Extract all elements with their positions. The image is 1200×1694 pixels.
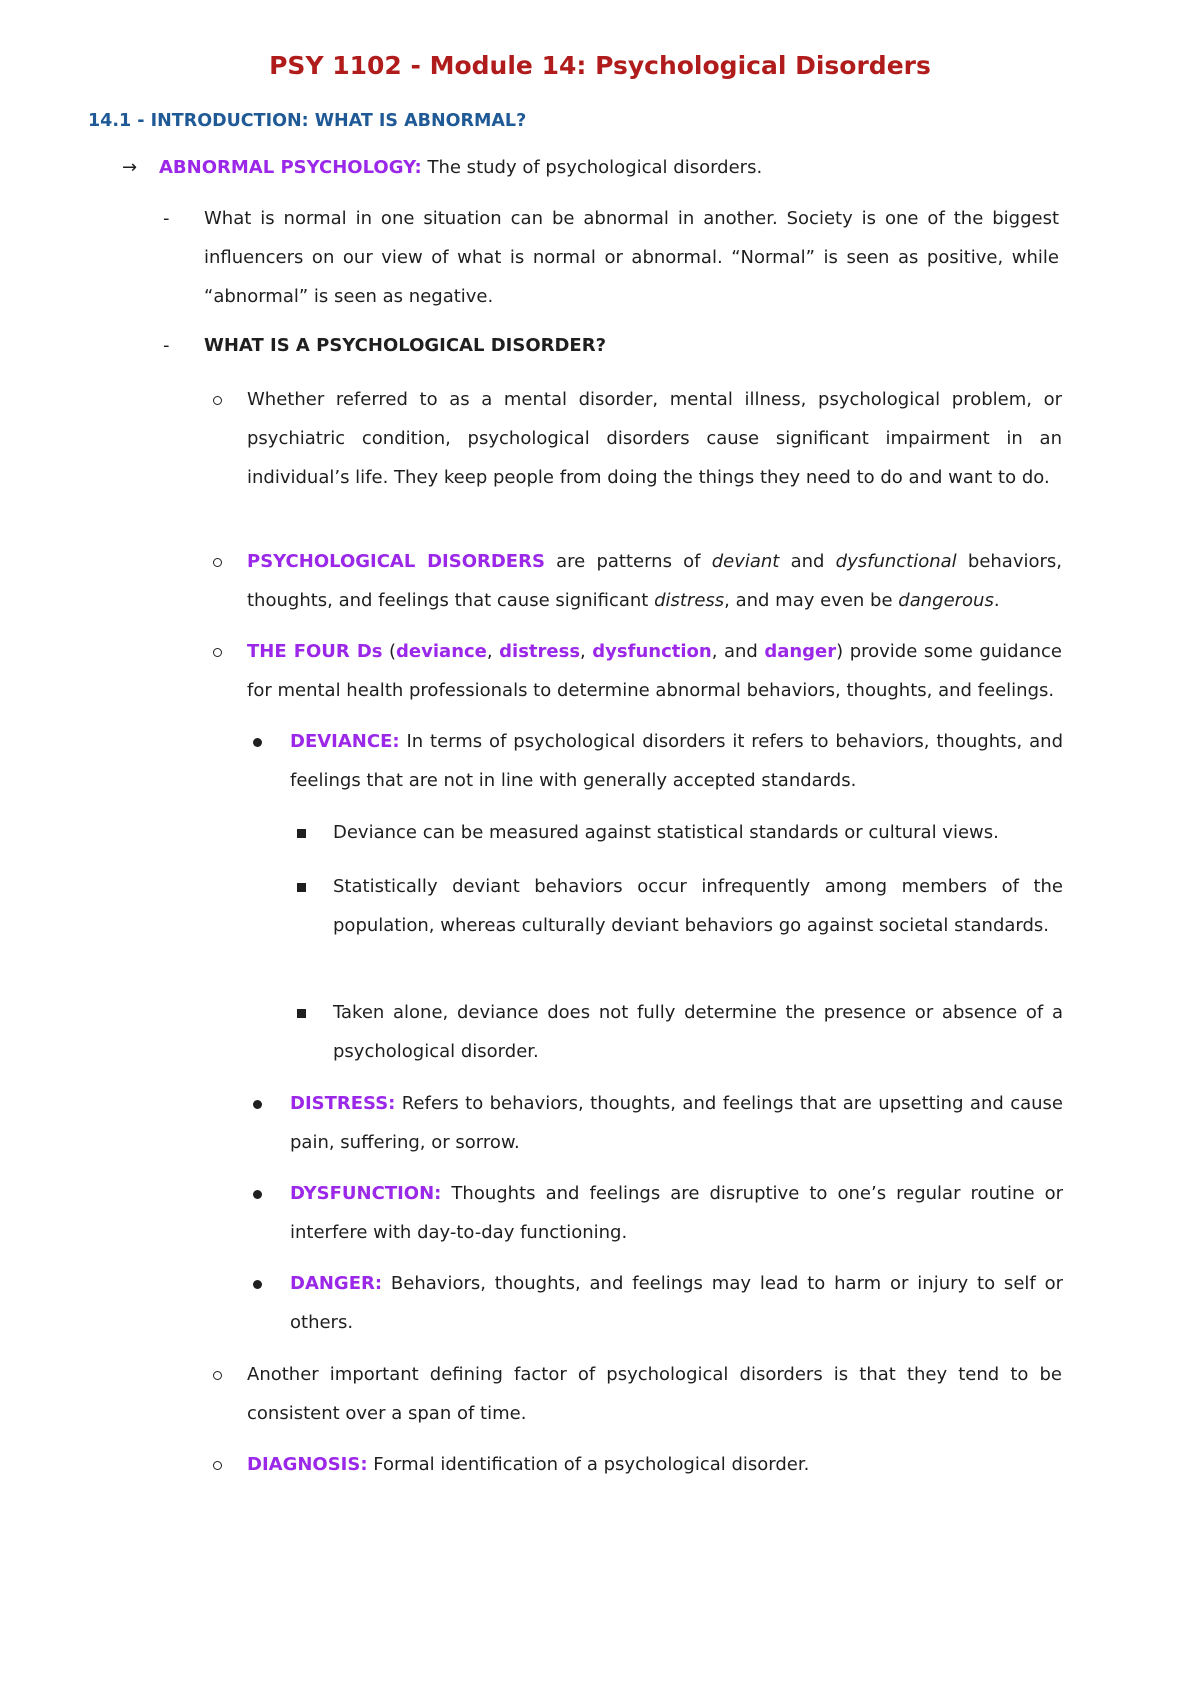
term-psychological-disorders: PSYCHOLOGICAL DISORDERS [247, 551, 545, 572]
circle-bullet [213, 542, 222, 581]
circle-item-four-ds [210, 632, 1062, 710]
dash-item-question [163, 326, 1063, 365]
term-deviance: DEVIANCE: [290, 731, 400, 752]
arrow-bullet: → [122, 157, 138, 178]
emphasis-dysfunctional: dysfunctional [835, 551, 957, 572]
term-four-ds: THE FOUR Ds [247, 641, 383, 662]
abnormal-psychology-item [122, 148, 1062, 187]
square-bullet [297, 813, 306, 852]
emphasis-dangerous: dangerous [898, 590, 994, 611]
question-heading: WHAT IS A PSYCHOLOGICAL DISORDER? [204, 335, 607, 356]
paragraph-taken-alone: Taken alone, deviance does not fully determine the presence or absence of a psychological disorder. [333, 1002, 1063, 1062]
circle-item-consistency [210, 1355, 1062, 1433]
term-abnormal-psychology: ABNORMAL PSYCHOLOGY: [159, 157, 422, 178]
term-diagnosis: DIAGNOSIS: [247, 1454, 368, 1475]
dot-bullet [253, 722, 262, 761]
keyword-distress: distress [499, 641, 581, 662]
term-distress: DISTRESS: [290, 1093, 396, 1114]
paragraph-consistency: Another important defining factor of psychological disorders is that they tend to be consistent over a span of time. [247, 1364, 1062, 1424]
term-danger: DANGER: [290, 1273, 383, 1294]
circle-item-diagnosis [210, 1445, 1062, 1484]
dot-item-dysfunction [253, 1174, 1063, 1252]
square-bullet [297, 993, 306, 1032]
circle-item-impairment [210, 380, 1062, 497]
paragraph-deviance: DEVIANCE: In terms of psychological disorders it refers to behaviors, thoughts, and feelings that are not in line with generally accepted standards. [290, 731, 1063, 791]
square-item-taken-alone [297, 993, 1063, 1071]
paragraph-statistically-deviant: Statistically deviant behaviors occur infrequently among members of the population, whereas culturally deviant behaviors go against societal standards. [333, 876, 1063, 936]
paragraph-dysfunction: DYSFUNCTION: Thoughts and feelings are disruptive to one’s regular routine or interfere with day-to-day functioning. [290, 1183, 1063, 1243]
paragraph-four-ds: THE FOUR Ds (deviance, distress, dysfunction, and danger) provide some guidance for mental health professionals to determine abnormal behaviors, thoughts, and feelings. [247, 641, 1062, 701]
paragraph-diagnosis: DIAGNOSIS: Formal identification of a psychological disorder. [247, 1454, 810, 1475]
square-item-deviance-measured [297, 813, 1063, 852]
emphasis-deviant: deviant [711, 551, 780, 572]
dash-item-normal [163, 199, 1063, 316]
dash-bullet: - [163, 335, 170, 356]
keyword-deviance: deviance [396, 641, 487, 662]
dot-item-deviance [253, 722, 1063, 800]
emphasis-distress: distress [654, 590, 725, 611]
keyword-danger: danger [764, 641, 837, 662]
paragraph-impairment: Whether referred to as a mental disorder, mental illness, psychological problem, or psychiatric condition, psychological disorders cause significant impairment in an individual’s life. They keep people from doing the things they need to do and want to do. [247, 389, 1062, 488]
circle-bullet [213, 1445, 222, 1484]
dot-item-distress [253, 1084, 1063, 1162]
circle-bullet [213, 1355, 222, 1394]
term-dysfunction: DYSFUNCTION: [290, 1183, 442, 1204]
dot-bullet [253, 1264, 262, 1303]
abnormal-psychology-text [159, 148, 1062, 187]
paragraph-psychological-disorders: PSYCHOLOGICAL DISORDERS are patterns of deviant and dysfunctional behaviors, thoughts, and feelings that cause significant distress, and may even be dangerous. [247, 551, 1062, 611]
keyword-dysfunction: dysfunction [592, 641, 712, 662]
paragraph-danger: DANGER: Behaviors, thoughts, and feelings may lead to harm or injury to self or others. [290, 1273, 1063, 1333]
dash-bullet: - [163, 208, 170, 229]
paragraph-normal: What is normal in one situation can be abnormal in another. Society is one of the biggest influencers on our view of what is normal or abnormal. “Normal” is seen as positive, while “abnormal” is seen as negative. [204, 208, 1059, 307]
dot-bullet [253, 1084, 262, 1123]
page-title: PSY 1102 - Module 14: Psychological Disorders [269, 51, 931, 80]
circle-item-psychological-disorders [210, 542, 1062, 620]
dot-item-danger [253, 1264, 1063, 1342]
square-item-statistically-deviant [297, 867, 1063, 945]
section-heading: 14.1 - INTRODUCTION: WHAT IS ABNORMAL? [88, 111, 527, 131]
paragraph-distress: DISTRESS: Refers to behaviors, thoughts, and feelings that are upsetting and cause pain, suffering, or sorrow. [290, 1093, 1063, 1153]
paragraph-deviance-measured: Deviance can be measured against statistical standards or cultural views. [333, 822, 999, 843]
square-bullet [297, 867, 306, 906]
circle-bullet [213, 380, 222, 419]
circle-bullet [213, 632, 222, 671]
definition-text: The study of psychological disorders. [421, 157, 763, 178]
dot-bullet [253, 1174, 262, 1213]
